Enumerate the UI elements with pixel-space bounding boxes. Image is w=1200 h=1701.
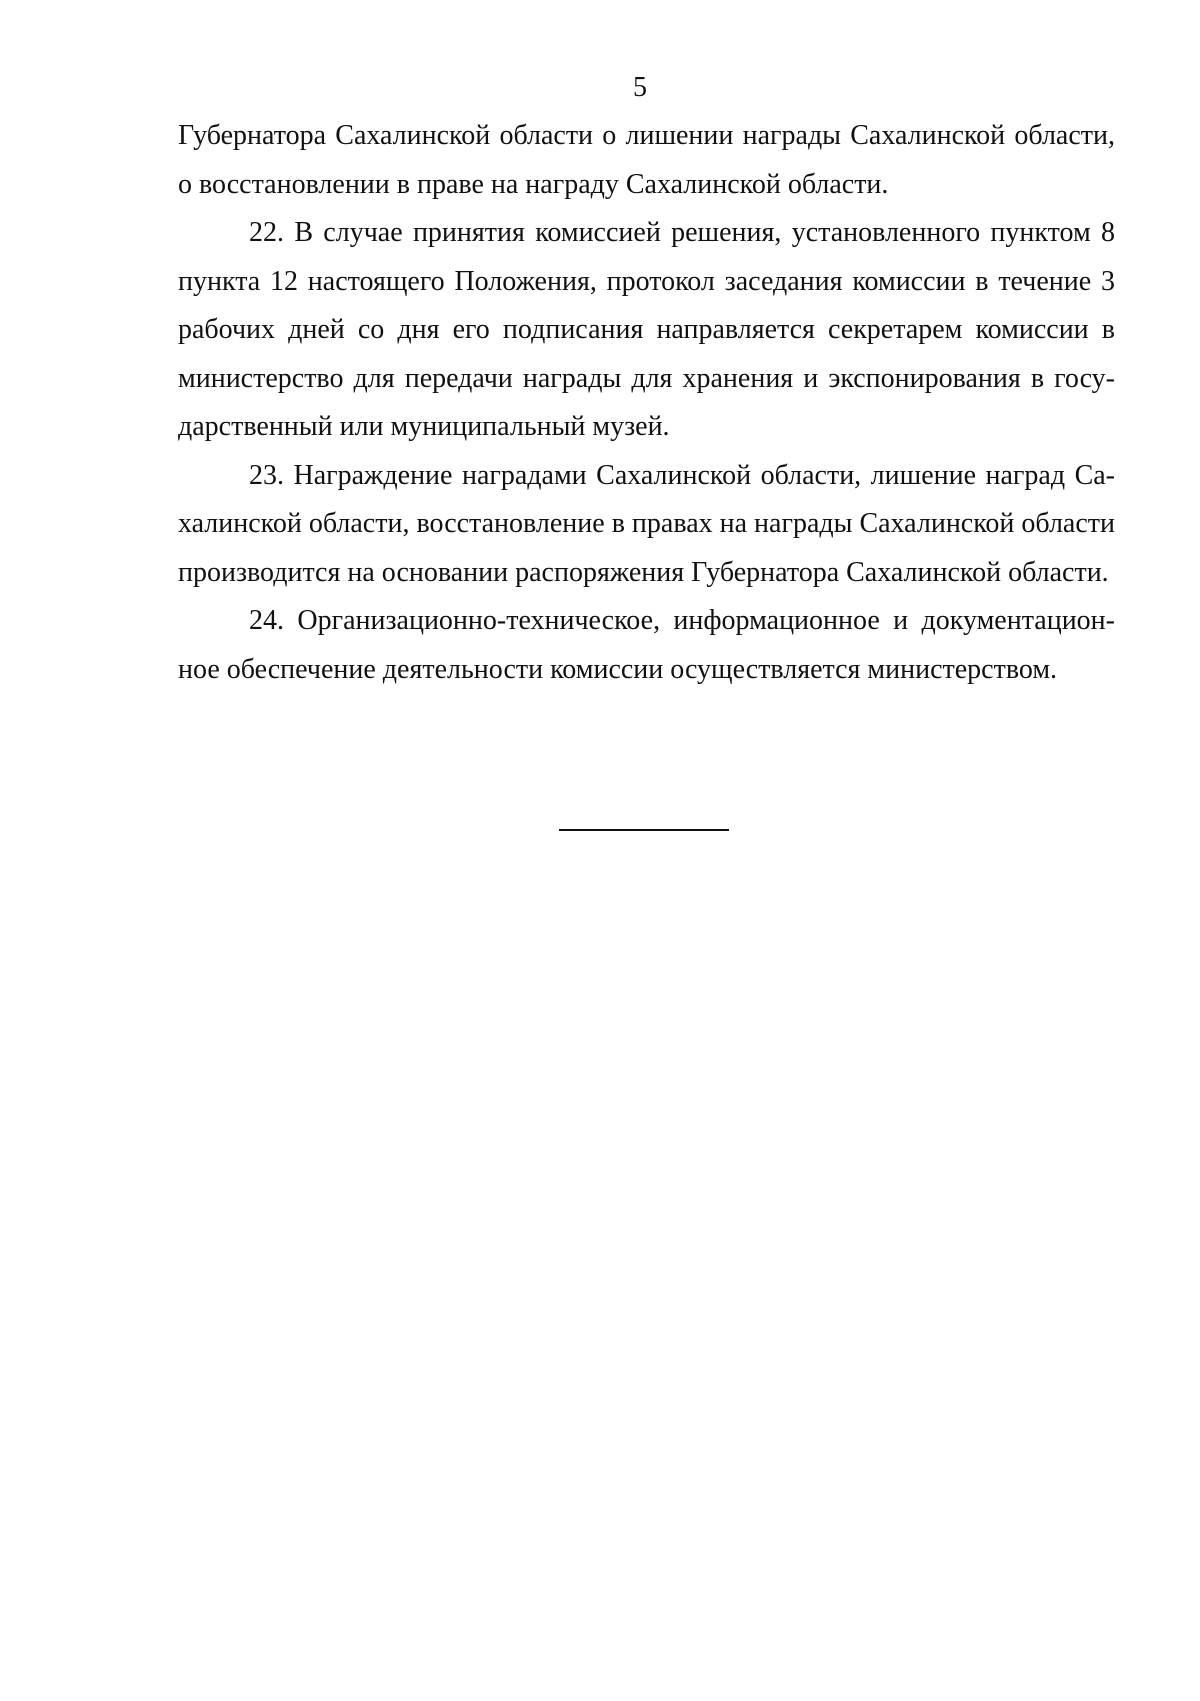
paragraph-24: 24. Организационно-техническое, информационное и документационное обеспечение деятельности комиссии осуществляется министерством. [178, 605, 1115, 685]
paragraph-21-continued: Губернатора Сахалинской области о лишении награды Сахалинской области, о восстановлении в праве на награду Сахалинской области. [178, 120, 1115, 200]
document-end-divider [559, 829, 729, 831]
paragraph-23: 23. Награждение наградами Сахалинской области, лишение наград Сахалинской области, восстановление в правах на награды Сахалинской области производится на основании распоряжения Губернатора Сахалинской области. [178, 459, 1115, 588]
document-body [178, 112, 1115, 694]
page-number: 5 [633, 72, 647, 103]
paragraph-22: 22. В случае принятия комиссией решения, установленного пунктом 8 пункта 12 настоящего Положения, протокол заседания комиссии в течение 3 рабочих дней со дня его подписания направляется секретарем комиссии в министерство для передачи награды для хранения и экспонирования в государственный или муниципальный музей. [178, 217, 1115, 442]
